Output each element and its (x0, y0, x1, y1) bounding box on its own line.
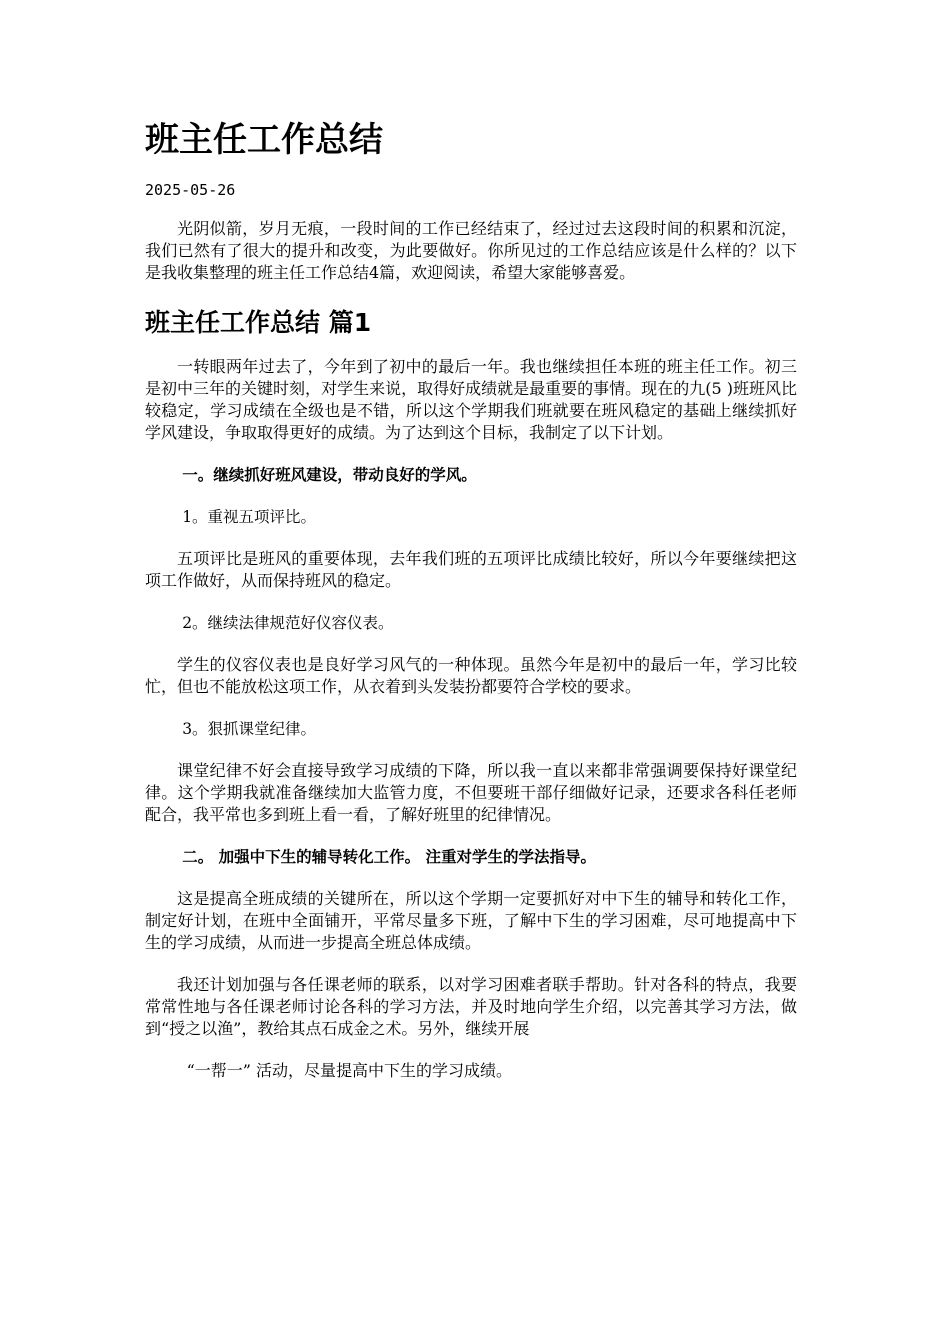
list-item: 2。继续法律规范好仪容仪表。 (182, 614, 394, 632)
section-title: 班主任工作总结 篇1 (145, 308, 372, 337)
body-paragraph: 学生的仪容仪表也是良好学习风气的一种体现。虽然今年是初中的最后一年，学习比较忙，但也不能放松这项工作，从衣着到头发装扮都要符合学校的要求。 (145, 655, 797, 696)
sub-heading: 二。 加强中下生的辅导转化工作。 注重对学生的学法指导。 (182, 848, 596, 866)
document-title: 班主任工作总结 (145, 120, 383, 160)
body-paragraph: 五项评比是班风的重要体现，去年我们班的五项评比成绩比较好，所以今年要继续把这项工作做好，从而保持班风的稳定。 (145, 549, 797, 590)
intro-paragraph: 光阴似箭，岁月无痕，一段时间的工作已经结束了，经过过去这段时间的积累和沉淀，我们已然有了很大的提升和改变，为此要做好。你所见过的工作总结应该是什么样的？以下是我收集整理的班主任工作总结4篇，欢迎阅读，希望大家能够喜爱。 (145, 219, 797, 282)
document-page (145, 118, 797, 1082)
list-item: 3。狠抓课堂纪律。 (182, 720, 317, 738)
body-paragraph: “一帮一” 活动，尽量提高中下生的学习成绩。 (186, 1061, 513, 1080)
body-paragraph: 我还计划加强与各任课老师的联系，以对学习困难者联手帮助。针对各科的特点，我要常常性地与各任课老师讨论各科的学习方法，并及时地向学生介绍，以完善其学习方法，做到“授之以渔”，教给其点石成金之术。另外，继续开展 (145, 975, 797, 1038)
body-paragraph: 课堂纪律不好会直接导致学习成绩的下降，所以我一直以来都非常强调要保持好课堂纪律。这个学期我就准备继续加大监管力度，不但要班干部仔细做好记录，还要求各科任老师配合，我平常也多到班上看一看，了解好班里的纪律情况。 (145, 761, 797, 824)
publish-date: 2025-05-26 (145, 181, 236, 199)
sub-heading: 一。继续抓好班风建设，带动良好的学风。 (182, 466, 477, 484)
body-paragraph: 一转眼两年过去了，今年到了初中的最后一年。我也继续担任本班的班主任工作。初三是初中三年的关键时刻，对学生来说，取得好成绩就是最重要的事情。现在的九(5 )班班风比较稳定，学习成绩在全级也是不错，所以这个学期我们班就要在班风稳定的基础上继续抓好学风建设，争取取得更好的成绩。为了达到这个目标，我制定了以下计划。 (145, 357, 797, 442)
body-paragraph: 这是提高全班成绩的关键所在，所以这个学期一定要抓好对中下生的辅导和转化工作，制定好计划，在班中全面铺开，平常尽量多下班，了解中下生的学习困难，尽可地提高中下生的学习成绩，从而进一步提高全班总体成绩。 (145, 889, 797, 952)
list-item: 1。重视五项评比。 (182, 508, 317, 526)
